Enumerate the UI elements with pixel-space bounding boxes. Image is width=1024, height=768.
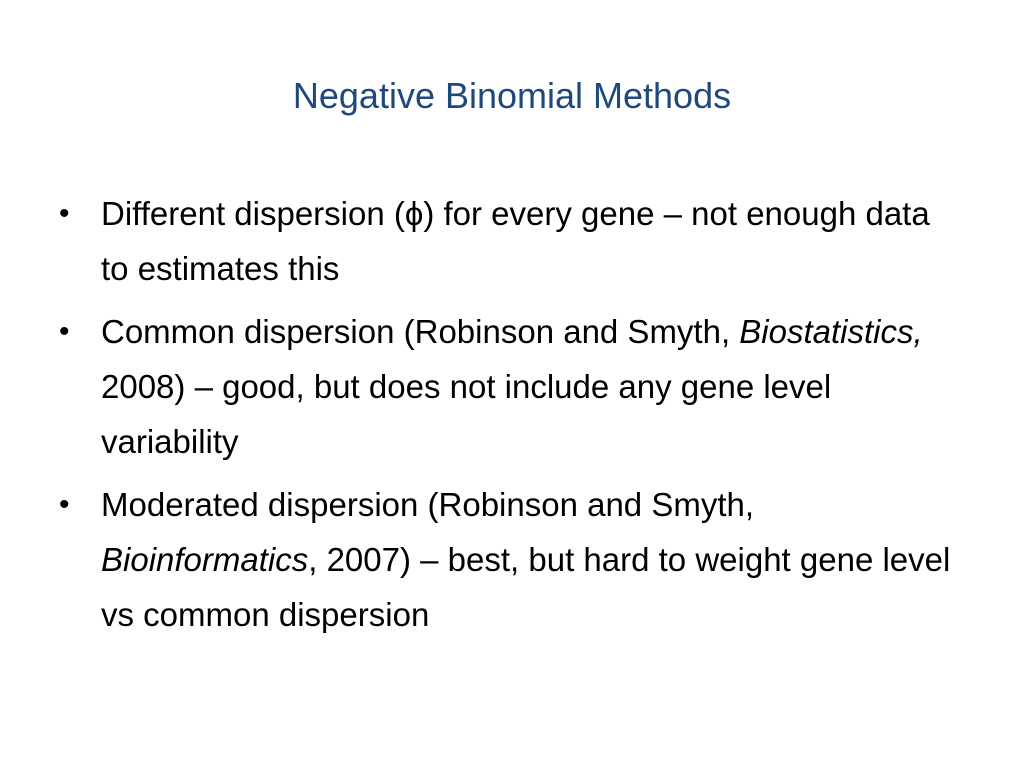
bullet-text-segment: , 2007) – best, but hard to weight gene level vs common dispersion (101, 541, 951, 633)
bullet-icon: • (59, 315, 70, 348)
bullet-text-segment: Different dispersion (ϕ) for every gene – not enough data to estimates this (101, 195, 930, 287)
journal-name: Bioinformatics (101, 541, 309, 578)
bullet-text (101, 195, 930, 287)
bullet-icon: • (59, 488, 70, 521)
bullet-item (58, 477, 958, 642)
journal-name: Biostatistics, (739, 313, 923, 350)
bullet-list (58, 186, 958, 650)
bullet-item (58, 304, 958, 469)
bullet-text-segment: 2008) – good, but does not include any gene level variability (101, 368, 832, 460)
bullet-item (58, 186, 958, 296)
bullet-text-segment: Moderated dispersion (Robinson and Smyth, (101, 486, 755, 523)
slide-title: Negative Binomial Methods (292, 75, 732, 116)
bullet-text-segment: Common dispersion (Robinson and Smyth, (101, 313, 740, 350)
bullet-text (101, 313, 923, 460)
bullet-text (101, 486, 950, 633)
bullet-icon: • (59, 197, 70, 230)
